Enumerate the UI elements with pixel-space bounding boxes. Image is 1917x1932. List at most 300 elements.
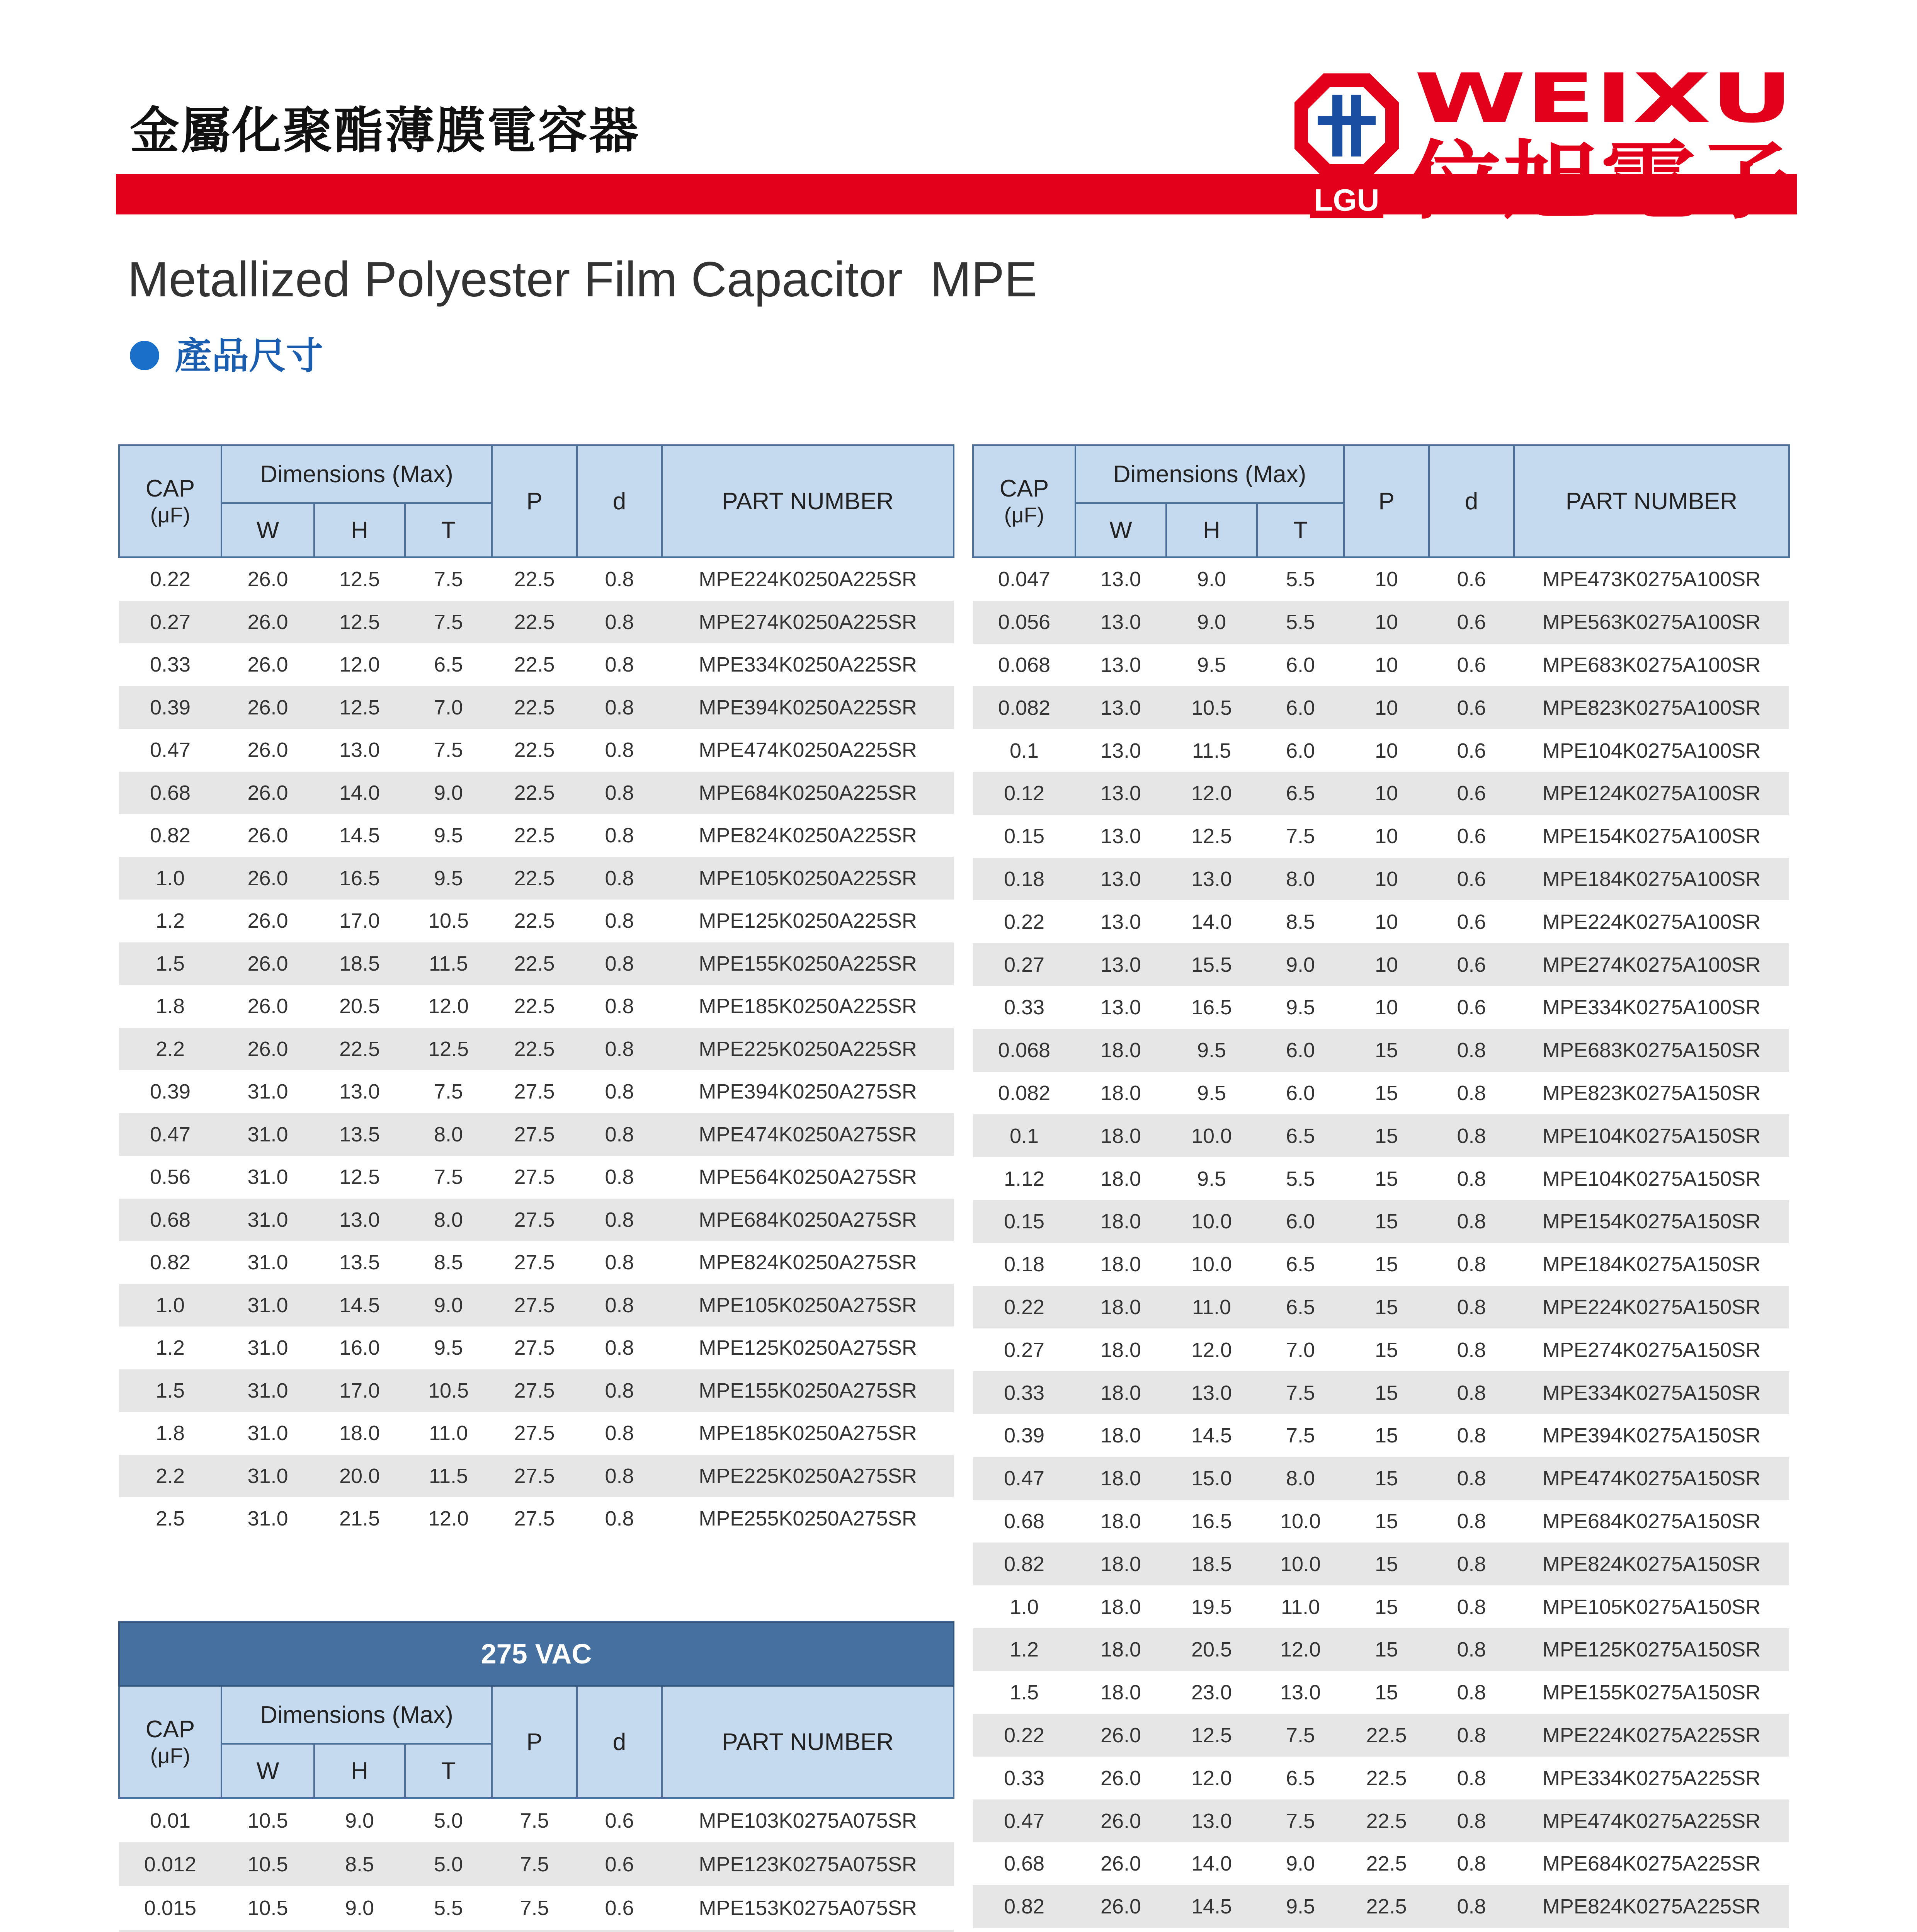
table-row bbox=[119, 643, 954, 686]
pitch-cell: 27.5 bbox=[514, 1165, 555, 1189]
weixu-logo-icon bbox=[1287, 58, 1801, 220]
cap-cell: 0.68 bbox=[1004, 1509, 1045, 1533]
pitch-cell: 10 bbox=[1344, 772, 1429, 815]
lead-diameter-cell: 0.6 bbox=[1429, 772, 1514, 815]
cap-cell: 0.82 bbox=[973, 1543, 1075, 1585]
pitch-cell: 22.5 bbox=[514, 738, 555, 762]
cap-cell: 0.27 bbox=[973, 943, 1075, 986]
lead-diameter-cell: 0.8 bbox=[577, 1455, 662, 1498]
thickness-cell: 7.5 bbox=[434, 568, 463, 591]
pitch-cell: 22.5 bbox=[514, 909, 555, 933]
lead-diameter-cell: 0.6 bbox=[1457, 825, 1486, 848]
cap-cell: 0.082 bbox=[973, 686, 1075, 729]
pitch-cell: 22.5 bbox=[514, 995, 555, 1018]
cap-cell: 0.068 bbox=[973, 1029, 1075, 1072]
height-cell: 16.5 bbox=[1191, 1509, 1232, 1533]
width-cell: 18.0 bbox=[1075, 1543, 1166, 1585]
part-number-cell: MPE684K0275A225SR bbox=[1542, 1852, 1761, 1876]
thickness-cell: 9.5 bbox=[434, 1336, 463, 1360]
width-cell: 26.0 bbox=[247, 653, 288, 677]
cap-cell: 0.15 bbox=[1004, 825, 1045, 848]
col-cap-header: CAP (μF) bbox=[973, 445, 1075, 557]
part-number-cell: MPE334K0275A225SR bbox=[1542, 1766, 1761, 1790]
cap-cell: 0.12 bbox=[973, 772, 1075, 815]
thickness-cell: 7.5 bbox=[1257, 1799, 1344, 1842]
height-cell: 14.0 bbox=[1191, 1852, 1232, 1876]
thickness-cell: 5.5 bbox=[434, 1896, 463, 1920]
cap-cell: 0.47 bbox=[150, 738, 191, 762]
lead-diameter-cell: 0.8 bbox=[1429, 1457, 1514, 1500]
brand-logo bbox=[1287, 58, 1801, 220]
pitch-cell: 27.5 bbox=[514, 1507, 555, 1531]
table-row bbox=[973, 815, 1789, 858]
part-number-cell: MPE125K0275A150SR bbox=[1514, 1628, 1789, 1671]
height-cell: 9.0 bbox=[1166, 601, 1257, 644]
width-cell: 10.5 bbox=[247, 1896, 288, 1920]
width-cell: 13.0 bbox=[1100, 653, 1141, 677]
table-row bbox=[973, 1414, 1789, 1457]
width-cell: 26.0 bbox=[247, 738, 288, 762]
height-cell: 8.5 bbox=[314, 1842, 405, 1886]
col-dimensions-header: Dimensions (Max) bbox=[1075, 445, 1344, 503]
col-h-header: H bbox=[314, 503, 405, 557]
table-row bbox=[973, 1885, 1789, 1928]
cap-cell: 0.47 bbox=[119, 1113, 221, 1156]
part-number-cell: MPE334K0250A225SR bbox=[699, 653, 917, 677]
pitch-cell: 22.5 bbox=[514, 568, 555, 591]
width-cell: 18.0 bbox=[1100, 1509, 1141, 1533]
lead-diameter-cell: 0.6 bbox=[1457, 996, 1486, 1019]
width-cell: 18.0 bbox=[1100, 1595, 1141, 1619]
table-row bbox=[119, 900, 954, 942]
height-cell: 14.5 bbox=[1166, 1885, 1257, 1928]
pitch-cell: 15 bbox=[1344, 1200, 1429, 1243]
width-cell: 26.0 bbox=[1100, 1766, 1141, 1790]
table-row bbox=[119, 1199, 954, 1242]
height-cell: 13.5 bbox=[339, 1251, 380, 1274]
table-row bbox=[973, 772, 1789, 815]
thickness-cell: 6.0 bbox=[1257, 1029, 1344, 1072]
width-cell: 26.0 bbox=[1075, 1885, 1166, 1928]
height-cell: 11.0 bbox=[1166, 1286, 1257, 1329]
cap-cell: 0.82 bbox=[973, 1885, 1075, 1928]
pitch-cell: 10 bbox=[1344, 686, 1429, 729]
cap-cell: 1.0 bbox=[119, 1284, 221, 1327]
cap-cell: 2.5 bbox=[155, 1507, 185, 1531]
thickness-cell: 11.5 bbox=[405, 1455, 492, 1498]
part-number-cell: MPE125K0250A225SR bbox=[699, 909, 917, 933]
pitch-cell: 22.5 bbox=[492, 942, 577, 985]
pitch-cell: 27.5 bbox=[492, 1284, 577, 1327]
table-row bbox=[119, 814, 954, 857]
table-row bbox=[119, 1930, 954, 1932]
part-number-cell: MPE824K0250A275SR bbox=[699, 1251, 917, 1274]
pitch-cell: 22.5 bbox=[492, 601, 577, 644]
part-number-cell: MPE185K0250A225SR bbox=[699, 995, 917, 1018]
part-number-cell: MPE104K0275A150SR bbox=[1514, 1114, 1789, 1157]
cap-cell: 1.0 bbox=[1009, 1595, 1039, 1619]
thickness-cell: 7.5 bbox=[434, 1080, 463, 1104]
cap-cell: 0.68 bbox=[1004, 1852, 1045, 1876]
width-cell: 31.0 bbox=[247, 1422, 288, 1445]
thickness-cell: 7.0 bbox=[1286, 1338, 1315, 1362]
height-cell: 9.5 bbox=[1166, 1029, 1257, 1072]
lead-diameter-cell: 0.8 bbox=[605, 1336, 634, 1360]
thickness-cell: 9.5 bbox=[405, 857, 492, 900]
pitch-cell: 10 bbox=[1374, 825, 1398, 848]
part-number-cell: MPE184K0275A100SR bbox=[1514, 858, 1789, 901]
table-row bbox=[973, 1585, 1789, 1628]
table-row bbox=[119, 1028, 954, 1071]
part-number-cell: MPE824K0275A225SR bbox=[1514, 1885, 1789, 1928]
width-cell: 31.0 bbox=[221, 1284, 314, 1327]
thickness-cell: 7.5 bbox=[1286, 825, 1315, 848]
table-left-bottom bbox=[118, 1621, 954, 1932]
cap-cell: 0.33 bbox=[1004, 1766, 1045, 1790]
thickness-cell: 9.0 bbox=[1257, 943, 1344, 986]
pitch-cell: 22.5 bbox=[1344, 1714, 1429, 1757]
part-number-cell: MPE824K0275A150SR bbox=[1514, 1543, 1789, 1585]
thickness-cell: 9.5 bbox=[434, 824, 463, 847]
table-row bbox=[973, 1243, 1789, 1286]
height-cell: 14.5 bbox=[314, 1284, 405, 1327]
part-number-cell: MPE124K0275A100SR bbox=[1514, 772, 1789, 815]
width-cell: 26.0 bbox=[221, 942, 314, 985]
table-row bbox=[119, 1113, 954, 1156]
col-dimensions-header: Dimensions (Max) bbox=[221, 445, 492, 503]
pitch-cell: 22.5 bbox=[1344, 1799, 1429, 1842]
lead-diameter-cell: 0.6 bbox=[577, 1842, 662, 1886]
cap-cell: 0.33 bbox=[150, 653, 191, 677]
page-title-cn: 金屬化聚酯薄膜電容器 bbox=[130, 102, 640, 160]
cap-cell: 0.15 bbox=[973, 1200, 1075, 1243]
height-cell: 16.5 bbox=[1191, 996, 1232, 1019]
cap-cell: 0.015 bbox=[144, 1896, 197, 1920]
lead-diameter-cell: 0.8 bbox=[577, 857, 662, 900]
cap-cell: 0.39 bbox=[1004, 1424, 1045, 1447]
height-cell: 18.5 bbox=[1166, 1543, 1257, 1585]
height-cell: 9.5 bbox=[1197, 1081, 1226, 1105]
table-row bbox=[119, 601, 954, 644]
pitch-cell: 27.5 bbox=[514, 1336, 555, 1360]
height-cell: 22.5 bbox=[314, 1028, 405, 1071]
table-row bbox=[119, 1842, 954, 1886]
table-row bbox=[973, 1114, 1789, 1157]
pitch-cell: 27.5 bbox=[514, 1080, 555, 1104]
col-t-header: T bbox=[405, 503, 492, 557]
height-cell: 13.0 bbox=[1166, 1371, 1257, 1414]
lead-diameter-cell: 0.6 bbox=[1429, 858, 1514, 901]
part-number-cell: MPE823K0275A150SR bbox=[1542, 1081, 1761, 1105]
table-row bbox=[973, 1328, 1789, 1371]
part-number-cell: MPE563K0275A100SR bbox=[1514, 601, 1789, 644]
height-cell: 13.0 bbox=[339, 738, 380, 762]
height-cell: 10.0 bbox=[1166, 1114, 1257, 1157]
pitch-cell: 22.5 bbox=[514, 824, 555, 847]
col-d-header: d bbox=[577, 1686, 662, 1798]
lead-diameter-cell bbox=[1429, 1928, 1514, 1932]
thickness-cell: 11.5 bbox=[405, 942, 492, 985]
lead-diameter-cell: 0.8 bbox=[605, 909, 634, 933]
cap-cell: 1.8 bbox=[155, 1422, 185, 1445]
cap-cell: 0.47 bbox=[973, 1457, 1075, 1500]
table-row bbox=[973, 1671, 1789, 1714]
lead-diameter-cell: 0.6 bbox=[1457, 739, 1486, 762]
width-cell: 18.0 bbox=[1100, 1424, 1141, 1447]
thickness-cell: 8.0 bbox=[1257, 858, 1344, 901]
height-cell: 16.5 bbox=[314, 857, 405, 900]
table-row bbox=[973, 1286, 1789, 1329]
pitch-cell: 15 bbox=[1374, 1167, 1398, 1190]
part-number-cell: MPE474K0275A150SR bbox=[1514, 1457, 1789, 1500]
pitch-cell bbox=[492, 1930, 577, 1932]
pitch-cell: 10 bbox=[1374, 739, 1398, 762]
height-cell: 13.5 bbox=[314, 1113, 405, 1156]
part-number-cell: MPE153K0275A075SR bbox=[699, 1896, 917, 1920]
table-row bbox=[973, 1757, 1789, 1799]
pitch-cell: 15 bbox=[1344, 1457, 1429, 1500]
col-part-number-header: PART NUMBER bbox=[662, 445, 954, 557]
table-row bbox=[119, 1455, 954, 1498]
pitch-cell: 27.5 bbox=[514, 1422, 555, 1445]
thickness-cell: 12.0 bbox=[428, 995, 469, 1018]
brand-sub-text: LGU bbox=[1314, 183, 1379, 217]
cap-cell: 0.22 bbox=[150, 568, 191, 591]
height-cell: 17.0 bbox=[339, 909, 380, 933]
lead-diameter-cell: 0.8 bbox=[1457, 1766, 1486, 1790]
height-cell: 20.0 bbox=[314, 1455, 405, 1498]
thickness-cell: 6.5 bbox=[434, 653, 463, 677]
cap-cell: 0.22 bbox=[1004, 910, 1045, 934]
table-row bbox=[973, 1842, 1789, 1885]
pitch-cell: 27.5 bbox=[514, 1251, 555, 1274]
width-cell: 18.0 bbox=[1075, 1628, 1166, 1671]
table-row bbox=[973, 686, 1789, 729]
width-cell: 13.0 bbox=[1100, 568, 1141, 591]
lead-diameter-cell: 0.8 bbox=[1457, 1681, 1486, 1704]
lead-diameter-cell: 0.8 bbox=[605, 1251, 634, 1274]
cap-cell: 0.82 bbox=[150, 1251, 191, 1274]
thickness-cell: 9.5 bbox=[1257, 1885, 1344, 1928]
pitch-cell: 15 bbox=[1374, 1081, 1398, 1105]
voltage-band-275vac: 275 VAC bbox=[119, 1622, 954, 1686]
thickness-cell: 6.0 bbox=[1286, 739, 1315, 762]
thickness-cell: 5.5 bbox=[1257, 601, 1344, 644]
cap-cell: 0.33 bbox=[973, 1371, 1075, 1414]
pitch-cell: 15 bbox=[1344, 1286, 1429, 1329]
cap-cell: 1.2 bbox=[155, 909, 185, 933]
cap-cell: 0.047 bbox=[998, 568, 1051, 591]
pitch-cell: 15 bbox=[1374, 1338, 1398, 1362]
col-d-header: d bbox=[577, 445, 662, 557]
pitch-cell: 10 bbox=[1374, 568, 1398, 591]
cap-cell: 0.47 bbox=[973, 1799, 1075, 1842]
thickness-cell: 6.5 bbox=[1286, 1253, 1315, 1276]
lead-diameter-cell: 0.6 bbox=[1457, 910, 1486, 934]
lead-diameter-cell: 0.8 bbox=[1429, 1628, 1514, 1671]
height-cell: 11.5 bbox=[1192, 739, 1232, 762]
part-number-cell: MPE394K0250A225SR bbox=[662, 686, 954, 729]
cap-cell: 0.22 bbox=[973, 1714, 1075, 1757]
height-cell: 12.0 bbox=[1191, 1766, 1232, 1790]
height-cell: 12.5 bbox=[1166, 1714, 1257, 1757]
height-cell: 19.5 bbox=[1191, 1595, 1232, 1619]
thickness-cell: 6.0 bbox=[1257, 686, 1344, 729]
lead-diameter-cell: 0.8 bbox=[1457, 1852, 1486, 1876]
cap-cell: 1.2 bbox=[155, 1336, 185, 1360]
cap-cell: 0.1 bbox=[973, 1114, 1075, 1157]
lead-diameter-cell: 0.8 bbox=[577, 1199, 662, 1242]
cap-cell: 0.27 bbox=[119, 601, 221, 644]
cap-cell: 0.1 bbox=[1009, 739, 1039, 762]
section-label: 產品尺寸 bbox=[175, 334, 323, 378]
col-cap-header: CAP (μF) bbox=[119, 445, 221, 557]
width-cell: 13.0 bbox=[1075, 943, 1166, 986]
pitch-cell: 15 bbox=[1374, 1509, 1398, 1533]
table-row bbox=[119, 557, 954, 601]
cap-cell bbox=[119, 1930, 221, 1932]
height-cell: 12.0 bbox=[1166, 772, 1257, 815]
lead-diameter-cell: 0.6 bbox=[1429, 943, 1514, 986]
width-cell: 18.0 bbox=[1075, 1371, 1166, 1414]
part-number-cell: MPE103K0275A075SR bbox=[699, 1809, 917, 1832]
lead-diameter-cell: 0.8 bbox=[1429, 1799, 1514, 1842]
width-cell: 18.0 bbox=[1100, 1338, 1141, 1362]
height-cell: 13.0 bbox=[1166, 858, 1257, 901]
thickness-cell: 5.0 bbox=[434, 1809, 463, 1832]
thickness-cell: 12.0 bbox=[428, 1507, 469, 1531]
part-number-cell: MPE224K0250A225SR bbox=[699, 568, 917, 591]
height-cell: 13.0 bbox=[339, 1080, 380, 1104]
height-cell: 13.0 bbox=[1166, 1799, 1257, 1842]
pitch-cell: 15 bbox=[1344, 1114, 1429, 1157]
part-number-cell: MPE185K0250A275SR bbox=[699, 1422, 917, 1445]
height-cell: 10.0 bbox=[1166, 1200, 1257, 1243]
thickness-cell: 8.0 bbox=[1257, 1457, 1344, 1500]
width-cell: 18.0 bbox=[1075, 1114, 1166, 1157]
thickness-cell: 7.5 bbox=[1257, 1714, 1344, 1757]
height-cell: 9.0 bbox=[1197, 568, 1226, 591]
part-number-cell: MPE683K0275A100SR bbox=[1542, 653, 1761, 677]
thickness-cell bbox=[405, 1930, 492, 1932]
pitch-cell: 22.5 bbox=[492, 1028, 577, 1071]
height-cell: 12.0 bbox=[339, 653, 380, 677]
cap-cell: 1.0 bbox=[119, 857, 221, 900]
width-cell: 26.0 bbox=[247, 995, 288, 1018]
pitch-cell: 10 bbox=[1344, 601, 1429, 644]
table-row bbox=[119, 857, 954, 900]
thickness-cell: 10.0 bbox=[1257, 1543, 1344, 1585]
pitch-cell: 22.5 bbox=[492, 857, 577, 900]
part-number-cell: MPE155K0250A275SR bbox=[662, 1369, 954, 1412]
table-row bbox=[973, 1928, 1789, 1932]
pitch-cell: 22.5 bbox=[514, 653, 555, 677]
table-row bbox=[973, 1500, 1789, 1543]
cap-cell: 0.68 bbox=[119, 1199, 221, 1242]
cap-cell: 0.27 bbox=[1004, 1338, 1045, 1362]
col-p-header: P bbox=[492, 445, 577, 557]
part-number-cell: MPE184K0275A150SR bbox=[1542, 1253, 1761, 1276]
lead-diameter-cell: 0.8 bbox=[577, 942, 662, 985]
table-row bbox=[973, 1157, 1789, 1200]
width-cell: 26.0 bbox=[1075, 1714, 1166, 1757]
part-number-cell: MPE473K0275A100SR bbox=[1542, 568, 1761, 591]
cap-cell: 0.082 bbox=[998, 1081, 1051, 1105]
width-cell: 18.0 bbox=[1075, 1286, 1166, 1329]
lead-diameter-cell: 0.8 bbox=[1457, 1509, 1486, 1533]
lead-diameter-cell: 0.8 bbox=[577, 772, 662, 815]
height-cell: 10.5 bbox=[1166, 686, 1257, 729]
part-number-cell: MPE564K0250A275SR bbox=[699, 1165, 917, 1189]
thickness-cell: 6.5 bbox=[1257, 1114, 1344, 1157]
width-cell bbox=[1075, 1928, 1166, 1932]
table-row bbox=[973, 1543, 1789, 1585]
width-cell: 10.5 bbox=[247, 1809, 288, 1832]
lead-diameter-cell: 0.8 bbox=[577, 1284, 662, 1327]
part-number-cell: MPE125K0250A275SR bbox=[699, 1336, 917, 1360]
lead-diameter-cell: 0.6 bbox=[1457, 568, 1486, 591]
width-cell: 13.0 bbox=[1100, 825, 1141, 848]
width-cell: 10.5 bbox=[221, 1842, 314, 1886]
thickness-cell: 8.5 bbox=[434, 1251, 463, 1274]
pitch-cell: 15 bbox=[1344, 1029, 1429, 1072]
cap-cell: 0.068 bbox=[998, 653, 1051, 677]
height-cell: 23.0 bbox=[1191, 1681, 1232, 1704]
thickness-cell: 9.0 bbox=[405, 772, 492, 815]
part-number-cell: MPE225K0250A275SR bbox=[662, 1455, 954, 1498]
part-number-cell: MPE334K0275A100SR bbox=[1542, 996, 1761, 1019]
pitch-cell: 27.5 bbox=[492, 1369, 577, 1412]
part-number-cell: MPE683K0275A150SR bbox=[1514, 1029, 1789, 1072]
part-number-cell: MPE823K0275A100SR bbox=[1514, 686, 1789, 729]
table-row bbox=[973, 943, 1789, 986]
pitch-cell: 15 bbox=[1344, 1371, 1429, 1414]
table-row bbox=[973, 1029, 1789, 1072]
width-cell: 26.0 bbox=[247, 568, 288, 591]
thickness-cell: 5.5 bbox=[1286, 1167, 1315, 1190]
part-number-cell: MPE274K0250A225SR bbox=[662, 601, 954, 644]
height-cell: 12.5 bbox=[314, 686, 405, 729]
table-row bbox=[119, 1156, 954, 1199]
lead-diameter-cell: 0.6 bbox=[1457, 653, 1486, 677]
thickness-cell: 13.0 bbox=[1280, 1681, 1321, 1704]
part-number-cell: MPE684K0275A150SR bbox=[1542, 1509, 1761, 1533]
table-row bbox=[119, 1412, 954, 1455]
pitch-cell: 10 bbox=[1374, 996, 1398, 1019]
col-t-header: T bbox=[405, 1744, 492, 1798]
thickness-cell: 8.0 bbox=[405, 1113, 492, 1156]
width-cell: 26.0 bbox=[221, 1028, 314, 1071]
section-heading bbox=[130, 327, 323, 379]
width-cell: 18.0 bbox=[1100, 1681, 1141, 1704]
width-cell bbox=[221, 1930, 314, 1932]
table-row bbox=[119, 686, 954, 729]
part-number-cell: MPE123K0275A075SR bbox=[662, 1842, 954, 1886]
width-cell: 31.0 bbox=[247, 1251, 288, 1274]
pitch-cell bbox=[1344, 1928, 1429, 1932]
table-row bbox=[973, 1457, 1789, 1500]
part-number-cell: MPE224K0275A150SR bbox=[1514, 1286, 1789, 1329]
part-number-cell: MPE155K0275A150SR bbox=[1542, 1681, 1761, 1704]
thickness-cell: 7.5 bbox=[1286, 1424, 1315, 1447]
lead-diameter-cell: 0.8 bbox=[605, 738, 634, 762]
width-cell: 13.0 bbox=[1100, 739, 1141, 762]
part-number-cell: MPE394K0275A150SR bbox=[1542, 1424, 1761, 1447]
height-cell: 10.0 bbox=[1191, 1253, 1232, 1276]
width-cell: 26.0 bbox=[1075, 1799, 1166, 1842]
table-row bbox=[973, 644, 1789, 687]
thickness-cell: 5.5 bbox=[1286, 568, 1315, 591]
